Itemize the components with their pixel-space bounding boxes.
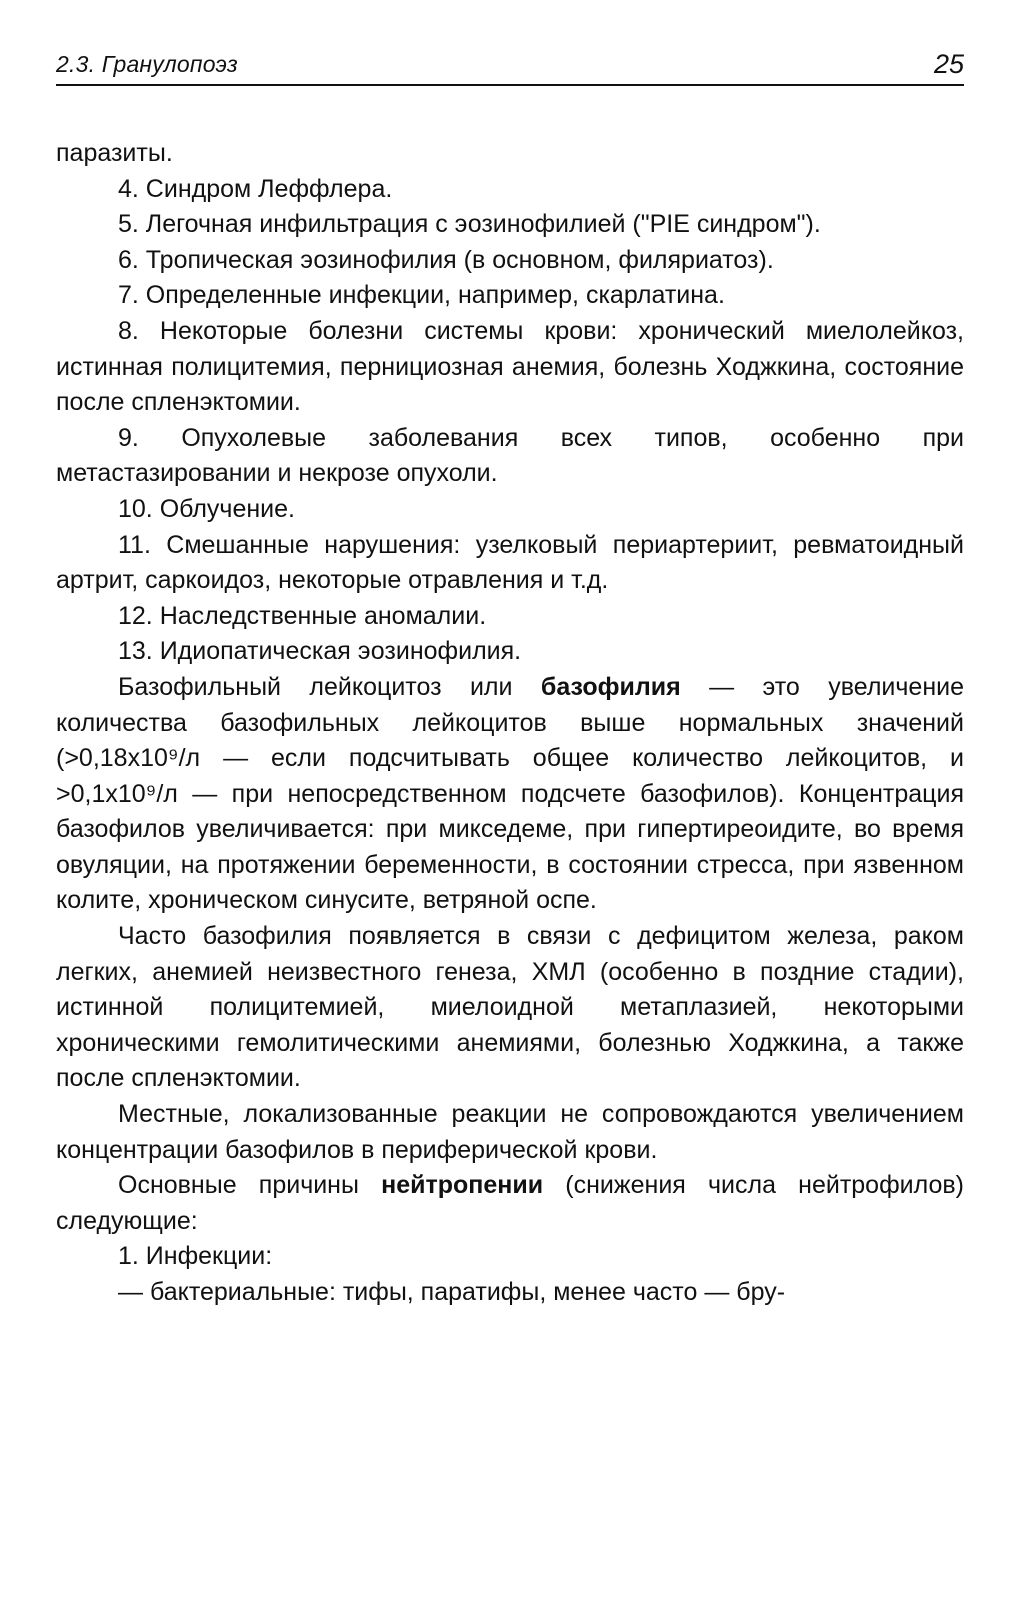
bold-term: базофилия [540, 672, 681, 701]
list-item: 10. Облучение. [118, 494, 295, 523]
paragraph-text: (снижения числа нейтрофилов) следующие: [56, 1171, 964, 1235]
list-item: 4. Синдром Леффлера. [118, 174, 393, 203]
list-item: 5. Легочная инфильтрация с эозинофилией ("PIE синдром"). [118, 210, 821, 239]
list-item: 7. Определенные инфекции, например, скарлатина. [118, 281, 725, 310]
list-item: 11. Смешанные нарушения: узелковый периартериит, ревматоидный артрит, саркоидоз, некоторые отравления и т.д. [56, 530, 964, 595]
paragraph-basophilia [56, 670, 964, 919]
list-item: 8. Некоторые болезни системы крови: хронический миелолейкоз, истинная полицитемия, пернициозная анемия, болезнь Ходжкина, состояние после спленэктомии. [56, 316, 964, 417]
list-item: 13. Идиопатическая эозинофилия. [118, 637, 522, 666]
page-body [56, 136, 964, 1311]
page-number: 25 [933, 49, 964, 79]
paragraph: паразиты. [56, 139, 173, 167]
paragraph: Часто базофилия появляется в связи с дефицитом железа, раком легких, анемией неизвестного генеза, ХМЛ (особенно в поздние стадии), истинной полицитемией, миелоидной метаплазией, некоторыми хроническими гемолитическими анемиями, болезнью Ходжкина, а также после спленэктомии. [56, 922, 964, 1093]
bold-term: нейтропении [381, 1171, 544, 1200]
paragraph-text: Базофильный лейкоцитоз или [118, 672, 541, 701]
list-item: 1. Инфекции: [118, 1242, 273, 1271]
paragraph-text: — это увеличение количества базофильных лейкоцитов выше нормальных значений (>0,18х10⁹/л — если подсчитывать общее количество лейкоцитов, и >0,1х10⁹/л — при непосредственном подсчете базофилов). Концентрация базофилов увеличивается: при микседеме, при гипертиреоидите, во время овуляции, на протяжении беременности, в состоянии стресса, при язвенном колите, хроническом синусите, ветряной оспе. [56, 672, 964, 915]
paragraph-neutropenia [56, 1168, 964, 1239]
paragraph-text: Основные причины [118, 1171, 382, 1200]
list-item: — бактериальные: тифы, паратифы, менее часто — бру- [118, 1278, 786, 1306]
list-item: 9. Опухолевые заболевания всех типов, особенно при метастазировании и некрозе опухоли. [56, 423, 964, 488]
book-page [56, 38, 964, 1568]
list-item: 12. Наследственные аномалии. [118, 601, 487, 630]
paragraph: Местные, локализованные реакции не сопровождаются увеличением концентрации базофилов в периферической крови. [56, 1100, 964, 1164]
running-header [56, 38, 964, 86]
section-title: 2.3. Гранулопоэз [56, 51, 238, 77]
list-item: 6. Тропическая эозинофилия (в основном, филяриатоз). [118, 245, 774, 274]
